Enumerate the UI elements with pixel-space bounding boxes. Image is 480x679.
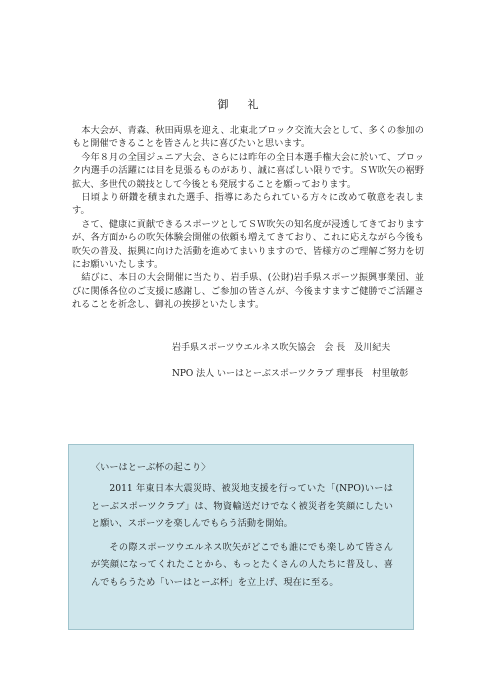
document-title: 御 礼 [217, 98, 263, 111]
greeting-paragraph: 日頃より研鑽を積まれた選手、指導にあたられている方々に改めて敬意を表します。 [72, 192, 424, 217]
origin-heading: 〈いーはとーぶ杯の起こり〉 [91, 462, 211, 473]
origin-paragraph: 2011 年東日本大震災時、被災地支援を行っていた「(NPO)いーはとーぶスポーツクラブ」は、物資輸送だけでなく被災者を笑顔にしたいと願い、スポーツを楽しんでもらう活動を開始。 [91, 483, 393, 529]
origin-paragraph: その際スポーツウエルネス吹矢がどこでも誰にでも楽しめて皆さんが笑顔になってくれたことから、もっとたくさんの人たちに普及し、喜んでもらうため「いーはとーぶ杯」を立上げ、現在に至る。 [91, 541, 393, 588]
origin-info-box [68, 444, 414, 630]
greeting-body [72, 124, 424, 312]
greeting-paragraph: 本大会が、青森、秋田両県を迎え、北東北ブロック交流大会として、多くの参加のもと開催できることを皆さんと共に喜びたいと思います。 [72, 125, 424, 150]
greeting-paragraph: 結びに、本日の大会開催に当たり、岩手県、(公財)岩手県スポーツ振興事業団、並びに関係各位のご支援に感謝し、ご参加の皆さんが、今後ますますご健勝でご活躍されることを祈念し、御礼の挨拶といたします。 [72, 272, 424, 311]
signature-association-president: 岩手県スポーツウエルネス吹矢協会 会 長 及川紀夫 [172, 343, 391, 353]
signature-block [172, 341, 462, 393]
signature-npo-chairman: NPO 法人 いーはとーぶスポーツクラブ 理事長 村里敏彰 [172, 369, 409, 379]
greeting-paragraph: さて、健康に貢献できるスポーツとしてＳＷ吹矢の知名度が浸透してきておりますが、各方面からの吹矢体験会開催の依頼も増えてきており、これに応えながら今後も吹矢の普及、振興に向けた活動を進めてまいりますので、皆様方のご理解ご努力を切にお願いいたします。 [72, 218, 424, 271]
greeting-paragraph: 今年８月の全国ジュニア大会、さらには昨年の全日本選手権大会に於いて、ブロック内選手の活躍には目を見張るものがあり、誠に喜ばしい限りです。ＳＷ吹矢の裾野拡大、多世代の競技として今後とも発展することを願っております。 [72, 151, 424, 190]
